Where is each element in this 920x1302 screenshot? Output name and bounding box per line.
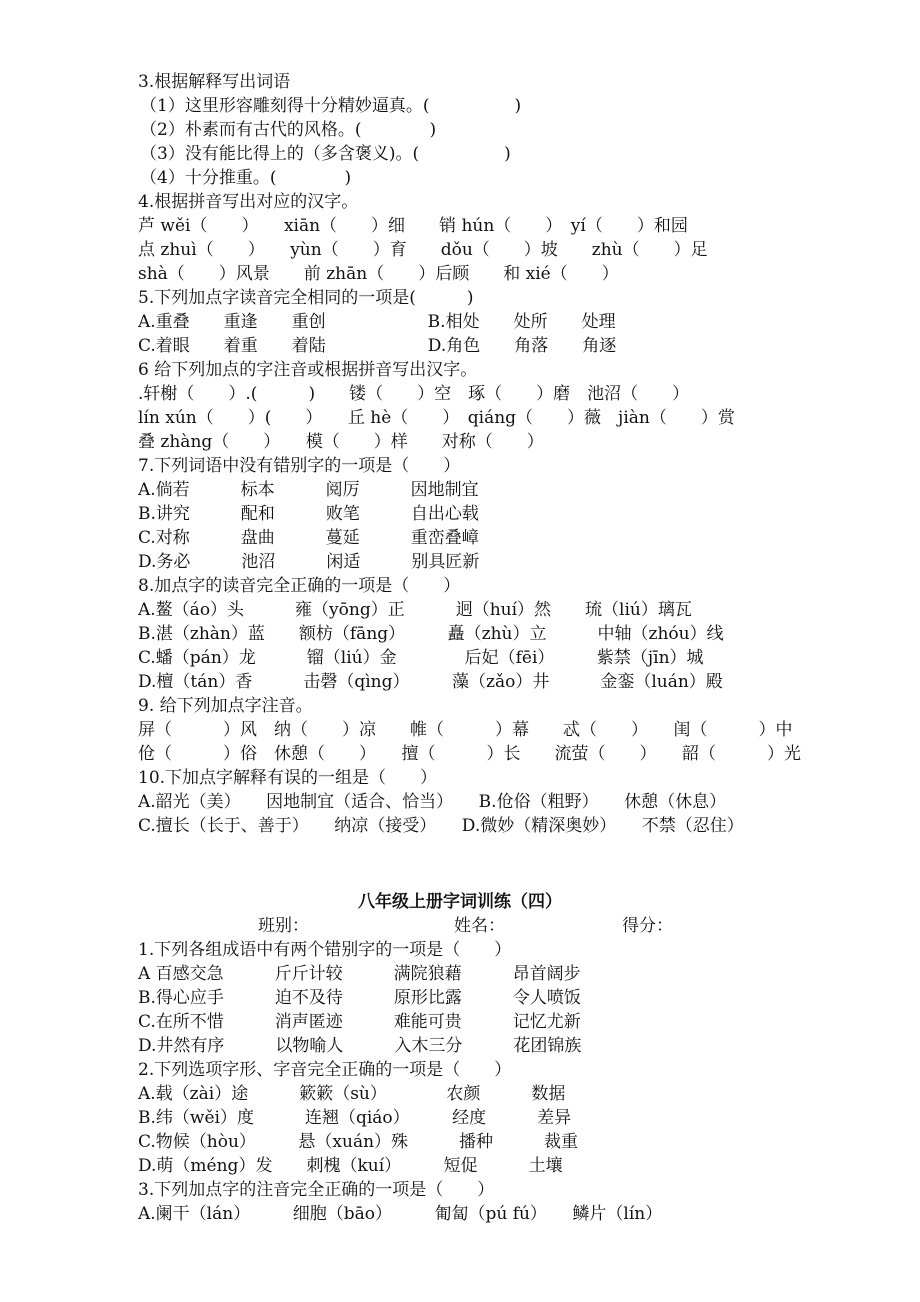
s2-q2-line-1: A.载（zài）途 簌簌（sù） 农颜 数据 bbox=[138, 1084, 566, 1104]
q9-stem: 9. 给下列加点字注音。 bbox=[138, 696, 313, 716]
student-info-row bbox=[0, 914, 920, 938]
q4-line-3: shà（ ）风景 前 zhān（ ）后顾 和 xié（ ） bbox=[138, 264, 619, 284]
s2-q1-line-3: C.在所不惜 消声匿迹 难能可贵 记忆尤新 bbox=[138, 1012, 581, 1032]
s2-q2-stem: 2.下列选项字形、字音完全正确的一项是（ ） bbox=[138, 1060, 512, 1080]
q7-stem: 7.下列词语中没有错别字的一项是（ ） bbox=[138, 456, 461, 476]
q6-line-2: lín xún（ ）( ） 丘 hè（ ） qiáng（ ）薇 jiàn（ ）赏 bbox=[138, 408, 735, 428]
q6-line-3: 叠 zhàng（ ） 模（ ）样 对称（ ） bbox=[138, 432, 544, 452]
q3-item-3: （3）没有能比得上的（多含褒义)。( ) bbox=[140, 144, 511, 164]
q8-line-4: D.檀（tán）香 击磬（qìng） 藻（zǎo）井 金銮（luán）殿 bbox=[138, 672, 723, 692]
q7-line-3: C.对称 盘曲 蔓延 重峦叠嶂 bbox=[138, 528, 479, 548]
q3-item-1: （1）这里形容雕刻得十分精妙逼真。( ) bbox=[140, 96, 522, 116]
q5-stem: 5.下列加点字读音完全相同的一项是( ) bbox=[138, 288, 474, 308]
s2-q1-line-1: A 百感交急 斤斤计较 满院狼藉 昂首阔步 bbox=[138, 964, 581, 984]
q4-line-2: 点 zhuì（ ） yùn（ ）育 dǒu（ ）坡 zhù（ ）足 bbox=[138, 240, 708, 260]
s2-q1-line-4: D.井然有序 以物喻人 入木三分 花团锦族 bbox=[138, 1036, 582, 1056]
score-label: 得分： bbox=[622, 916, 673, 936]
name-label: 姓名： bbox=[454, 916, 505, 936]
q6-line-1: .轩榭（ ）.( ) 镂（ ）空 琢（ ）磨 池沼（ ） bbox=[138, 384, 690, 404]
worksheet-title: 八年级上册字词训练（四） bbox=[358, 892, 562, 912]
s2-q3-line-1: A.阑干（lán） 细胞（bāo） 匍匐（pú fú） 鳞片（lín） bbox=[138, 1204, 663, 1224]
s2-q2-line-4: D.萌（méng）发 刺槐（kuí） 短促 土壤 bbox=[138, 1156, 563, 1176]
q3-item-2: （2）朴素而有古代的风格。( ) bbox=[140, 120, 437, 140]
s2-q1-line-2: B.得心应手 迫不及待 原形比露 令人喷饭 bbox=[138, 988, 581, 1008]
q5-line-1: A.重叠 重逢 重创 B.相处 处所 处理 bbox=[138, 312, 616, 332]
q10-line-2: C.擅长（长于、善于） 纳凉（接受） D.微妙（精深奥妙） 不禁（忍住） bbox=[138, 816, 744, 836]
q10-line-1: A.韶光（美） 因地制宜（适合、恰当） B.伧俗（粗野） 休憩（休息） bbox=[138, 792, 727, 812]
q4-stem: 4.根据拼音写出对应的汉字。 bbox=[138, 192, 359, 212]
q3-item-4: （4）十分推重。( ) bbox=[140, 168, 352, 188]
q3-stem: 3.根据解释写出词语 bbox=[138, 72, 291, 92]
q5-line-2: C.着眼 着重 着陆 D.角色 角落 角逐 bbox=[138, 336, 617, 356]
q9-line-1: 屏（ ）风 纳（ ）凉 帷（ ）幕 忒（ ） 闺（ ）中 bbox=[138, 720, 793, 740]
q8-line-3: C.蟠（pán）龙 镏（liú）金 后妃（fēi） 紫禁（jīn）城 bbox=[138, 648, 704, 668]
q9-line-2: 伧（ ）俗 休憩（ ） 擅（ ）长 流萤（ ） 韶（ ）光 bbox=[138, 744, 801, 764]
s2-q1-stem: 1.下列各组成语中有两个错别字的一项是（ ） bbox=[138, 940, 512, 960]
class-label: 班别： bbox=[258, 916, 309, 936]
q10-stem: 10.下加点字解释有误的一组是（ ） bbox=[138, 768, 438, 788]
q4-line-1: 芦 wěi（ ） xiān（ ）细 销 hún（ ） yí（ ）和园 bbox=[138, 216, 688, 236]
q8-line-1: A.鳌（áo）头 雍（yōng）正 迥（huí）然 琉（liú）璃瓦 bbox=[138, 600, 692, 620]
q7-line-2: B.讲究 配和 败笔 自出心载 bbox=[138, 504, 479, 524]
q7-line-4: D.务必 池沼 闲适 别具匠新 bbox=[138, 552, 480, 572]
q8-line-2: B.湛（zhàn）蓝 额枋（fāng） 矗（zhù）立 中轴（zhóu）线 bbox=[138, 624, 724, 644]
s2-q3-stem: 3.下列加点字的注音完全正确的一项是（ ） bbox=[138, 1180, 495, 1200]
q6-stem: 6 给下列加点的字注音或根据拼音写出汉字。 bbox=[138, 360, 478, 380]
s2-q2-line-2: B.纬（wěi）度 连翘（qiáo） 经度 差异 bbox=[138, 1108, 572, 1128]
s2-q2-line-3: C.物候（hòu） 悬（xuán）殊 播种 裁重 bbox=[138, 1132, 579, 1152]
q8-stem: 8.加点字的读音完全正确的一项是（ ） bbox=[138, 576, 461, 596]
q7-line-1: A.倘若 标本 阅厉 因地制宜 bbox=[138, 480, 479, 500]
